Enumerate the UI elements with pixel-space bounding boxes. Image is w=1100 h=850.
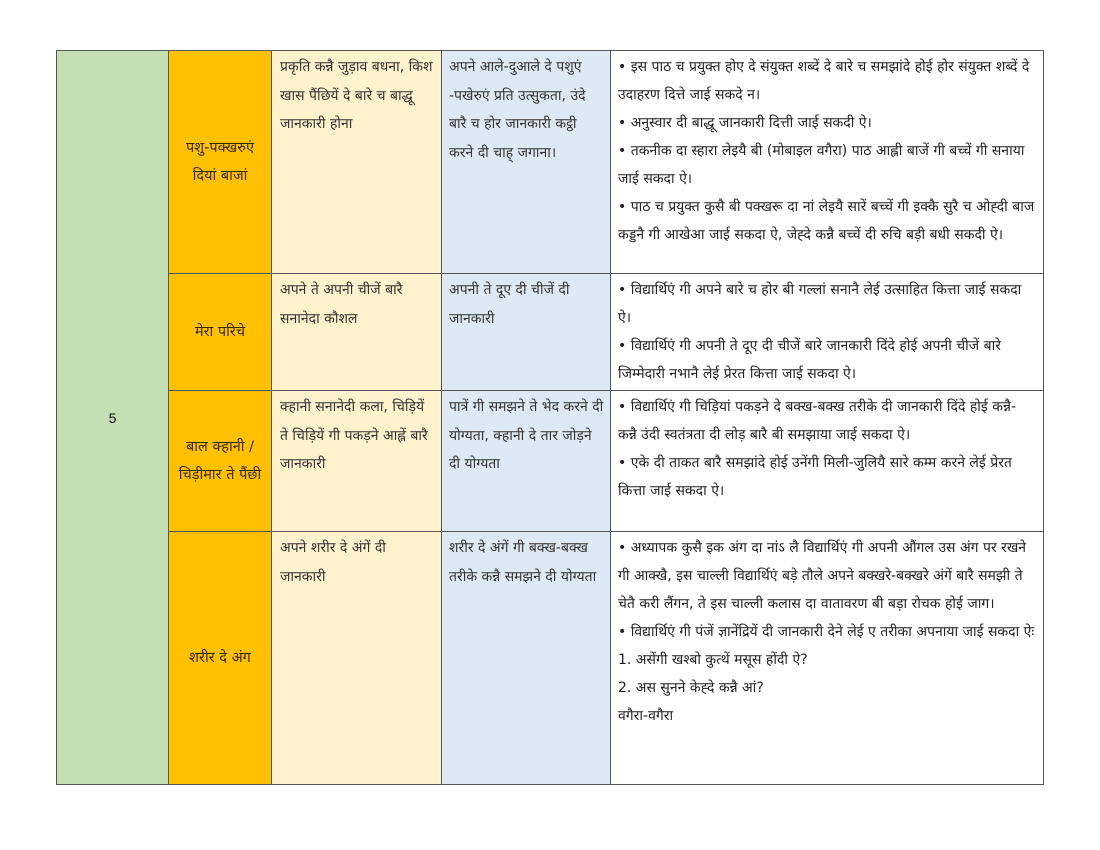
objective-cell: क्हानी सनानेदी कला, चिड़ियें ते चिड़ियें गी पकड़ने आह्लें बारै जानकारी [272, 391, 442, 532]
activity-item: • पाठ च प्रयुक्त कुसै बी पक्खरू दा नां लेइयै सारें बच्चें गी इक्कै सुरै च ओह्दी बाज कड्डनै गी आखेआ जाई सकदा ऐ, जेह्दे कन्नै बच्चें दी रुचि बड़ी बधी सकदी ऐ। [618, 199, 1035, 243]
lesson-plan-table [56, 50, 1044, 785]
table-row [57, 51, 1044, 274]
topic-cell: शरीर दे अंग [169, 532, 272, 785]
serial-number-cell: 5 [57, 51, 169, 785]
skill-cell: पात्रें गी समझने ते भेद करने दी योग्यता, क्हानी दे तार जोड़ने दी योग्यता [442, 391, 611, 532]
skill-cell: अपनी ते दूए दी चीजें दी जानकारी [442, 274, 611, 391]
activity-item: • विद्यार्थिएं गी चिड़ियां पकड़ने दे बक्ख-बक्ख तरीके दी जानकारी दिंदे होई कन्नै- कन्नै उंदी स्वतंत्रता दी लोड़ बारै बी समझाया जाई सकदा ऐ। [618, 399, 1017, 443]
activity-item: 1. असेंगी खश्बो कुत्थें मसूस होंदी ऐ? [618, 652, 808, 668]
activity-item: • विद्यार्थिएं गी अपने बारे च होर बी गल्लां सनानै लेई उत्साहित कित्ता जाई सकदा ऐ। [618, 282, 1022, 326]
topic-cell: बाल क्हानी / चिड़ीमार ते पैंछी [169, 391, 272, 532]
objective-cell: अपने ते अपनी चीजें बारै सनानेदा कौशल [272, 274, 442, 391]
activity-item: • अनुस्वार दी बाद्धू जानकारी दित्ती जाई सकदी ऐ। [618, 115, 872, 131]
skill-cell: अपने आले-दुआले दे पशुएं -पखेरुएं प्रति उत्सुकता, उंदे बारै च होर जानकारी कट्ठी करने दी चाह् जगाना। [442, 51, 611, 274]
activities-cell [611, 532, 1044, 785]
activity-item: • विद्यार्थिएं गी अपनी ते दूए दी चीजें बारे जानकारी दिंदे होई अपनी चीजें बारे जिम्मेदारी नभानै लेई प्रेरत कित्ता जाई सकदा ऐ। [618, 338, 1001, 382]
objective-cell: प्रकृति कन्नै जुड़ाव बधना, किश खास पैंछियें दे बारे च बाद्धू जानकारी होना [272, 51, 442, 274]
activity-item: • इस पाठ च प्रयुक्त होए दे संयुक्त शब्दें दे बारे च समझांदे होई होर संयुक्त शब्दें दे उदाहरण दित्ते जाई सकदे न। [618, 59, 1030, 103]
topic-cell: पशु-पक्खरुएं दियां बाजां [169, 51, 272, 274]
skill-cell: शरीर दे अंगें गी बक्ख-बक्ख तरीके कन्नै समझने दी योग्यता [442, 532, 611, 785]
table-row [57, 391, 1044, 532]
topic-cell: मेरा परिचे [169, 274, 272, 391]
activity-item: • विद्यार्थिएं गी पंजें ज्ञानेंद्रियें दी जानकारी देने लेई ए तरीका अपनाया जाई सकदा ऐः [618, 624, 1035, 640]
activity-item: • अध्यापक कुसै इक अंग दा नांऽ लै विद्यार्थिएं गी अपनी औंगल उस अंग पर रखने गी आक्खै, इस चाल्ली विद्यार्थिएं बड़े तौले अपने बक्खरे-बक्खरे अंगें बारै समझी ते चेतै करी लैंगन, ते इस चाल्ली कलास दा वातावरण बी बड़ा रोचक होई जाग। [618, 540, 1027, 612]
activities-cell [611, 391, 1044, 532]
activity-item: • तकनीक दा स्हारा लेइयै बी (मोबाइल वगैरा) पाठ आह्ली बाजें गी बच्चें गी सनाया जाई सकदा ऐ। [618, 143, 1025, 187]
activity-item: • एके दी ताकत बारै समझांदे होई उनेंगी मिली-जुलियै सारे कम्म करने लेई प्रेरत कित्ता जाई सकदा ऐ। [618, 455, 1012, 499]
table-row [57, 532, 1044, 785]
activities-cell [611, 51, 1044, 274]
activity-item: 2. अस सुनने केह्दे कन्नै आं? [618, 680, 764, 696]
objective-cell: अपने शरीर दे अंगें दी जानकारी [272, 532, 442, 785]
activity-item: वगैरा-वगैरा [618, 708, 674, 724]
table-row [57, 274, 1044, 391]
activities-cell [611, 274, 1044, 391]
